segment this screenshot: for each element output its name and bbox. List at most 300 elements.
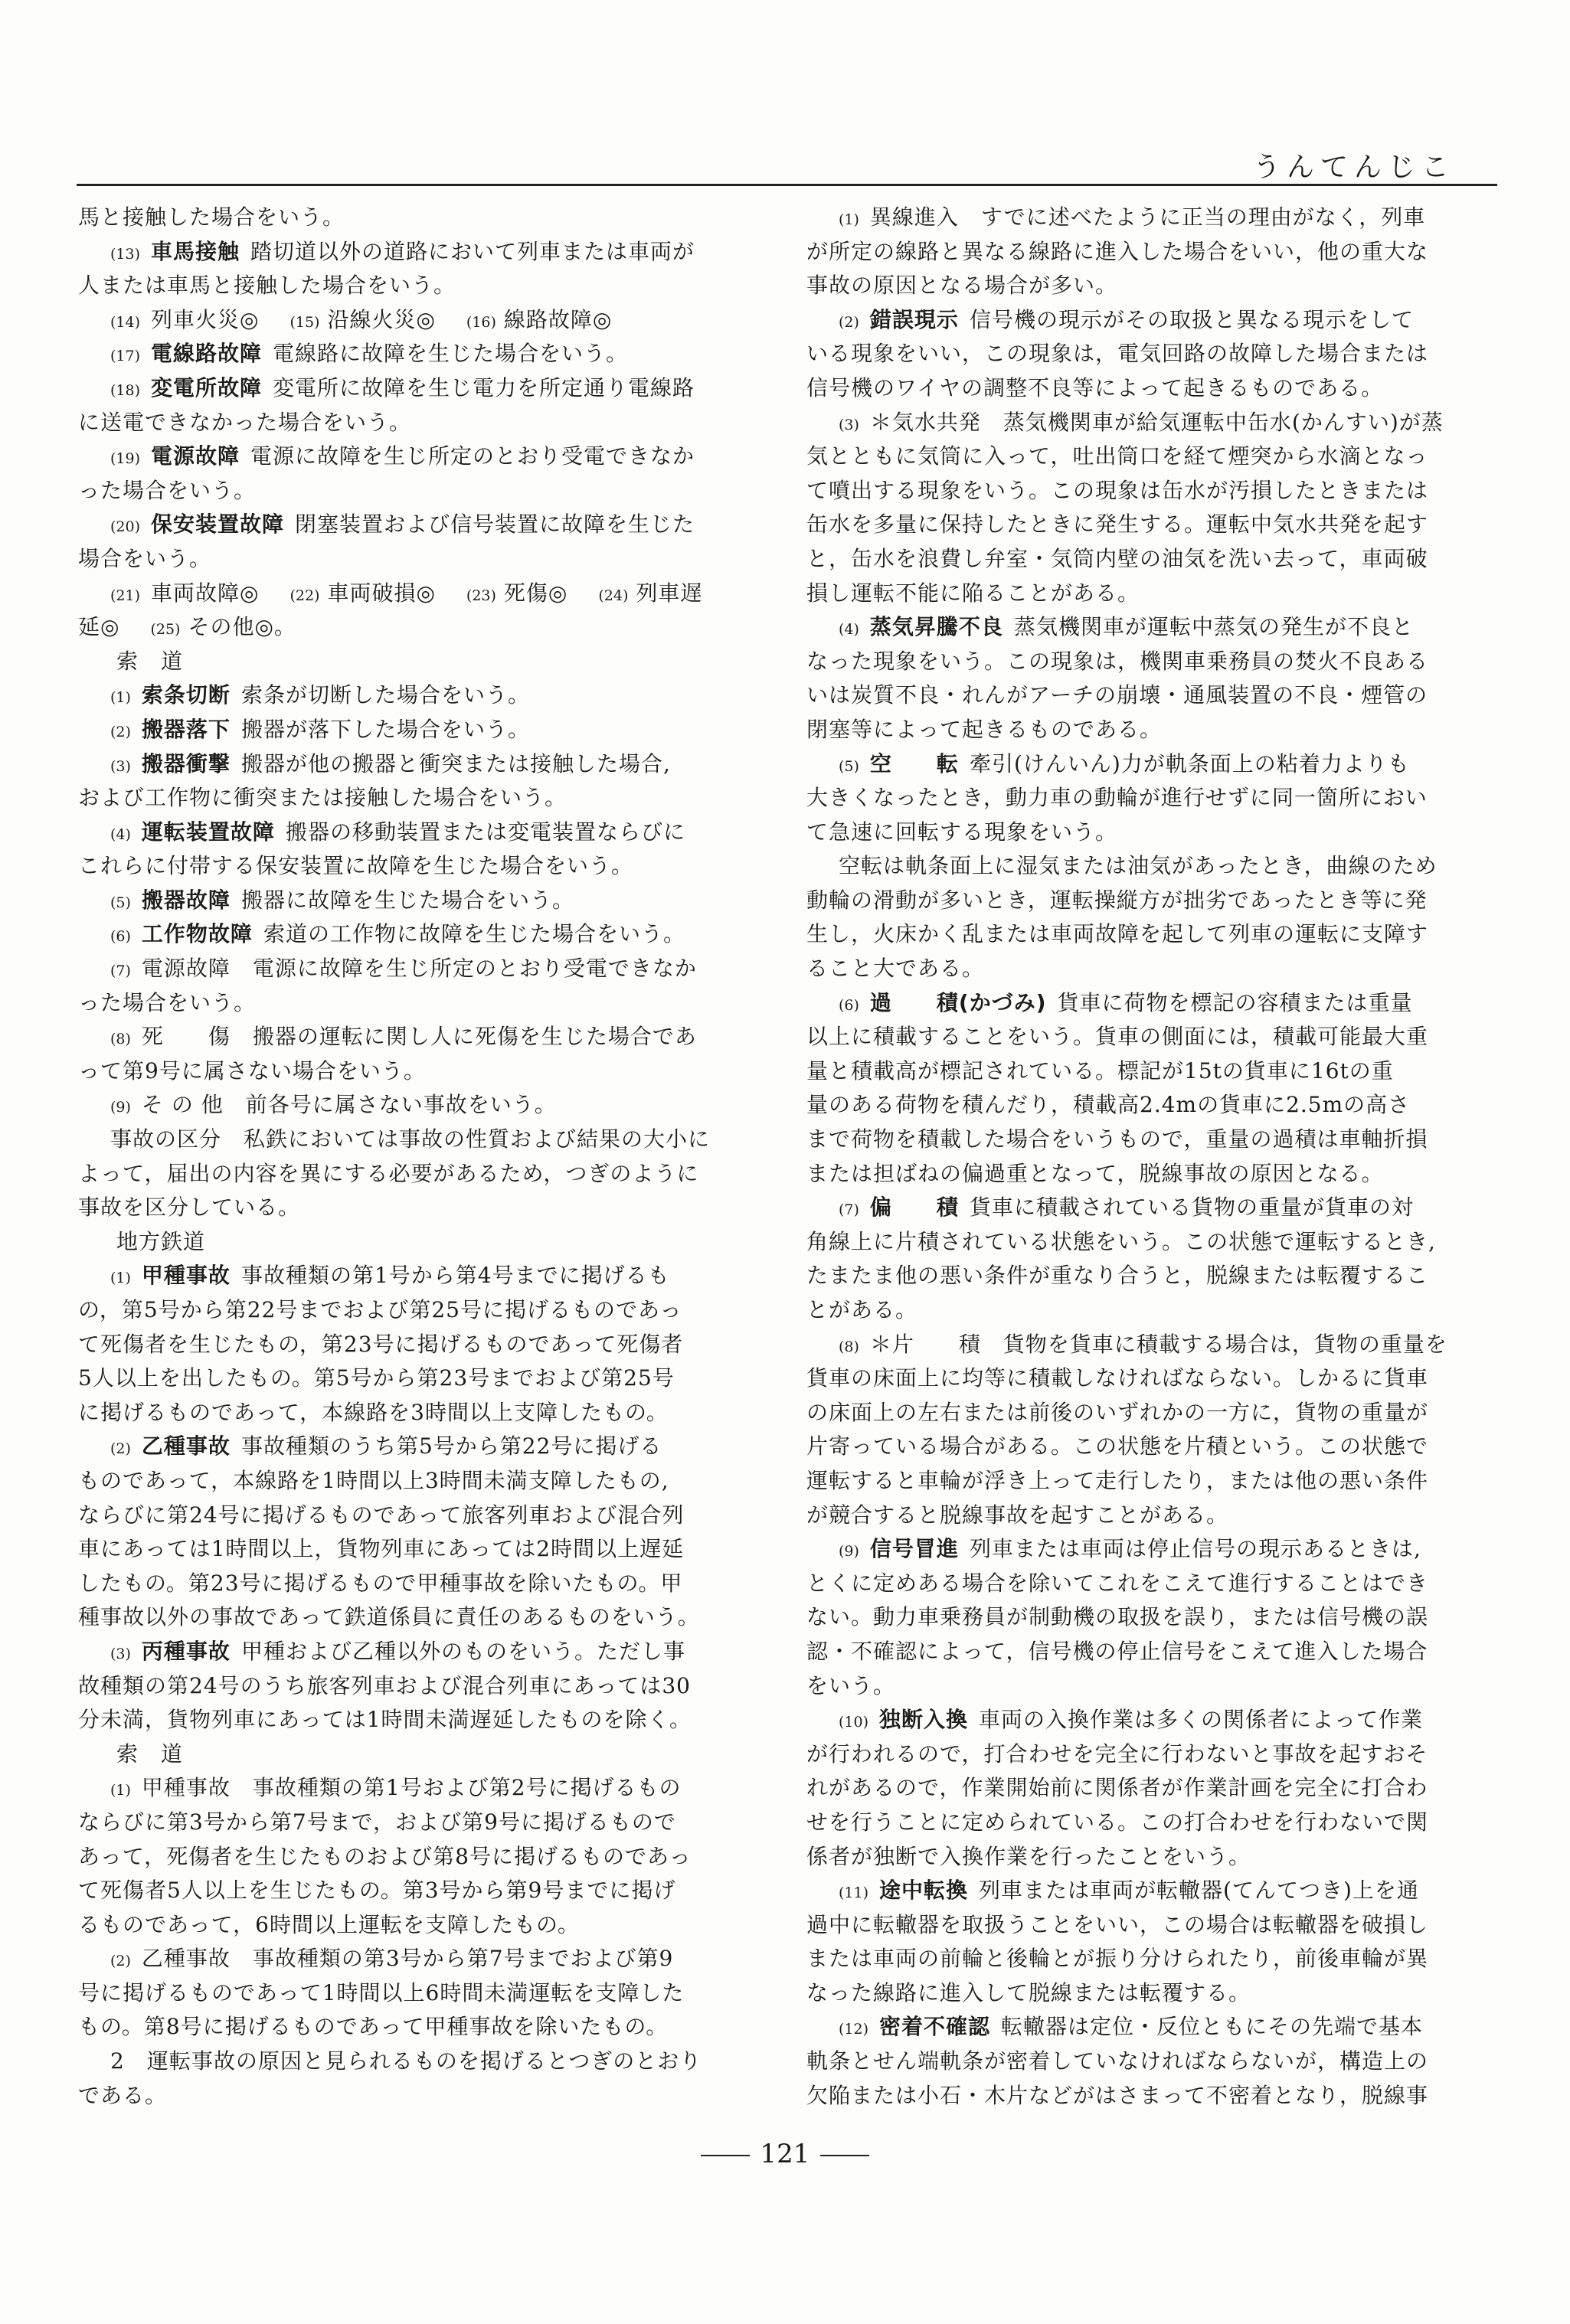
text-line [78, 1806, 771, 1840]
line-text: った場合をいう。 [78, 477, 257, 503]
line-text: の床面上の左右または前後のいずれかの一方に，貨物の重量が [806, 1399, 1429, 1425]
text-line [78, 1225, 771, 1260]
line-text: 地方鉄道 [116, 1228, 206, 1254]
item-number: (8) [110, 1031, 131, 1048]
text-line [78, 917, 771, 952]
text-line [806, 577, 1500, 611]
line-text: 車両破損◎ [327, 580, 436, 606]
line-text: 運転すると車輪が浮き上って走行したり，または他の悪い条件 [806, 1467, 1429, 1493]
entry-term: 索条切断 [141, 682, 231, 708]
line-text: 欠陥または小石・木片などがはさまって不密着となり，脱線事 [806, 2082, 1429, 2108]
line-text: 事故種類の第1号から第4号までに掲げるも [240, 1263, 670, 1289]
line-text: 搬器が落下した場合をいう。 [240, 716, 530, 742]
text-line [78, 1737, 771, 1772]
line-text: ＊片 積 貨物を貨車に積載する場合は，貨物の重量を [869, 1331, 1447, 1357]
line-text: 索道の工作物に故障を生じた場合をいう。 [263, 921, 685, 947]
line-text: に掲げるものであって，本線路を3時間以上支障したもの。 [78, 1399, 669, 1425]
text-line [78, 2079, 771, 2113]
text-line [806, 747, 1500, 782]
line-text: せを行うことに定められている。この打合わせを行わないで関 [806, 1809, 1429, 1835]
text-line [78, 1567, 771, 1601]
line-text: 生し，火床かく乱または車両故障を起して列車の運転に支障す [806, 921, 1429, 947]
text-line [806, 406, 1500, 440]
text-line [78, 781, 771, 816]
line-text: 電源故障 電源に故障を生じ所定のとおり受電できなか [141, 956, 697, 982]
text-line [78, 508, 771, 542]
text-line [806, 1430, 1500, 1464]
text-line [78, 1054, 771, 1089]
line-text: 信号機のワイヤの調整不良等によって起きるものである。 [806, 374, 1384, 400]
text-line [806, 542, 1500, 577]
line-text: ない。動力車乗務員が制動機の取扱を誤り，または信号機の誤 [806, 1604, 1429, 1630]
text-line [806, 1771, 1500, 1806]
text-line [78, 1088, 771, 1123]
text-line [78, 1976, 771, 2011]
entry-term: 車馬接触 [151, 238, 240, 264]
text-line [806, 508, 1500, 542]
line-text: 馬と接触した場合をいう。 [78, 204, 345, 230]
item-number: (15) [289, 313, 320, 331]
line-text: て死傷者5人以上を生じたもの。第3号から第9号までに掲げ [78, 1878, 676, 1904]
text-line [78, 1430, 771, 1464]
line-text: 以上に積載することをいう。貨車の側面には，積載可能最大重 [806, 1024, 1429, 1050]
text-line [78, 303, 771, 338]
line-text: 認・不確認によって，信号機の停止信号をこえて進入した場合 [806, 1638, 1428, 1664]
item-number: (5) [110, 894, 131, 911]
item-number: (20) [110, 518, 141, 536]
text-line [78, 816, 771, 850]
text-line [806, 1328, 1500, 1362]
line-text: 事故種類のうち第5号から第22号に掲げる [240, 1433, 662, 1459]
line-text: 事故の原因となる場合が多い。 [806, 273, 1118, 299]
line-text: もの。第8号に掲げるものであって甲種事故を除いたもの。 [78, 2014, 669, 2040]
line-text: 場合をいう。 [78, 545, 212, 571]
line-text: 事故の区分 私鉄においては事故の性質および結果の大小に [110, 1126, 711, 1152]
text-line [78, 884, 771, 918]
item-number: (6) [110, 928, 131, 946]
line-text: と，缶水を浪費し弁室・気筒内壁の油気を洗い去って，車両破 [806, 545, 1428, 571]
line-text: 人または車馬と接触した場合をいう。 [78, 273, 456, 299]
line-text: または車両の前輪と後輪とが振り分けられたり，前後車輪が異 [806, 1946, 1429, 1972]
text-line [806, 917, 1500, 952]
text-line [806, 303, 1500, 338]
text-line [78, 1191, 771, 1225]
line-text: いは炭質不良・れんがアーチの崩壊・通風装置の不良・煙管の [806, 682, 1428, 708]
item-number: (2) [110, 1953, 131, 1970]
entry-term: 蒸気昇騰不良 [869, 614, 1003, 640]
text-line [78, 1020, 771, 1054]
text-line [806, 2010, 1500, 2045]
running-header: うんてんじこ [1252, 152, 1455, 183]
right-column [806, 201, 1500, 2113]
text-line [806, 610, 1500, 645]
entry-term: 搬器衝撃 [141, 750, 231, 776]
text-line [806, 1225, 1500, 1260]
line-text: 死傷◎ [503, 580, 568, 606]
line-text: または担ばねの偏過重となって，脱線事故の原因となる。 [806, 1160, 1384, 1186]
page-number [0, 2139, 1570, 2169]
line-text: 軌条とせん端軌条が密着していなければならないが，構造上の [806, 2048, 1429, 2074]
text-line [806, 1499, 1500, 1533]
line-text: 係者が独断で入換作業を行ったことをいう。 [806, 1843, 1251, 1869]
text-line [806, 1567, 1500, 1601]
line-text: が競合すると脱線事故を起すことがある。 [806, 1502, 1229, 1528]
line-text: 角線上に片積されている状態をいう。この状態で運転するとき, [806, 1228, 1436, 1254]
text-line [806, 986, 1500, 1021]
line-text: が行われるので，打合わせを完全に行わないと事故を起すおそ [806, 1741, 1428, 1767]
text-line [806, 2079, 1500, 2113]
item-number: (7) [110, 963, 131, 980]
item-number: (13) [110, 245, 141, 263]
entry-term: 独断入換 [879, 1707, 969, 1733]
line-text: 故種類の第24号のうち旅客列車および混合列車にあっては30 [78, 1672, 691, 1698]
text-line [806, 2045, 1500, 2079]
entry-term: 偏 積 [869, 1195, 959, 1221]
item-number: (25) [150, 621, 181, 639]
line-text: たまたま他の悪い条件が重なり合うと，脱線または転覆するこ [806, 1263, 1429, 1289]
line-text: れがあるので，作業開始前に関係者が作業計画を完全に打合わ [806, 1775, 1428, 1801]
text-line [806, 849, 1500, 884]
line-text: まで荷物を積載した場合をいうもので，重量の過積は車軸折損 [806, 1126, 1428, 1152]
line-text: 索 道 [116, 1741, 184, 1767]
line-text: なった現象をいう。この現象は，機関車乗務員の焚火不良ある [806, 648, 1429, 674]
text-line [806, 1293, 1500, 1328]
text-line [78, 610, 771, 645]
text-line [806, 1157, 1500, 1191]
line-text: したもの。第23号に掲げるもので甲種事故を除いたもの。甲 [78, 1570, 683, 1596]
line-text: ること大である。 [806, 956, 985, 982]
text-line [78, 1499, 771, 1533]
text-line [806, 1361, 1500, 1396]
line-text: 量のある荷物を積んだり，積載高2.4mの貨車に2.5mの高さ [806, 1092, 1411, 1118]
line-text: いる現象をいい，この現象は，電気回路の故障した場合または [806, 341, 1429, 367]
text-line [806, 1123, 1500, 1157]
text-line [78, 1600, 771, 1635]
text-line [78, 1328, 771, 1362]
text-line [78, 1123, 771, 1157]
line-text: 事故を区分している。 [78, 1195, 301, 1221]
item-number: (4) [839, 621, 859, 639]
line-text: 列車または車両は停止信号の現示あるときは, [969, 1536, 1421, 1562]
item-number: (16) [466, 313, 496, 331]
line-text: 閉塞装置および信号装置に故障を生じた [295, 512, 695, 538]
line-text: 沿線火災◎ [327, 306, 436, 332]
line-text: 空転は軌条面上に湿気または油気があったとき，曲線のため [839, 853, 1438, 879]
item-number: (3) [839, 416, 859, 433]
item-number: (24) [598, 587, 629, 604]
item-number: (21) [110, 587, 141, 604]
entry-term: 保安装置故障 [151, 512, 285, 538]
item-number: (3) [110, 757, 131, 775]
line-text: 甲種事故 事故種類の第1号および第2号に掲げるもの [141, 1775, 682, 1801]
line-text: に送電できなかった場合をいう。 [78, 409, 412, 435]
text-line [806, 884, 1500, 918]
text-line [806, 781, 1500, 816]
text-line [78, 474, 771, 508]
entry-term: 電線路故障 [151, 341, 263, 367]
entry-term: 丙種事故 [141, 1638, 231, 1664]
item-number: (9) [839, 1543, 859, 1561]
text-line [78, 406, 771, 440]
text-line [806, 1942, 1500, 1976]
text-line [806, 440, 1500, 474]
text-line [806, 1396, 1500, 1430]
line-text: が所定の線路と異なる線路に進入した場合をいい，他の重大な [806, 238, 1429, 264]
line-text: 貨車に荷物を標記の容積または重量 [1057, 989, 1413, 1015]
text-line [806, 371, 1500, 406]
line-text: 2 運転事故の原因と見られるものを掲げるとつぎのとおり [110, 2048, 702, 2074]
line-text: なった線路に進入して脱線または転覆する。 [806, 1979, 1251, 2005]
text-line [806, 1054, 1500, 1089]
text-line [806, 713, 1500, 747]
text-line [806, 1532, 1500, 1567]
text-line [78, 1157, 771, 1191]
line-text: 車にあっては1時間以上，貨物列車にあっては2時間以上遅延 [78, 1536, 685, 1562]
item-number: (23) [466, 587, 496, 604]
text-line [78, 1259, 771, 1293]
text-line [78, 1635, 771, 1669]
text-line [78, 713, 771, 747]
line-text: 索条が切断した場合をいう。 [240, 682, 530, 708]
text-line [806, 1259, 1500, 1293]
text-line [78, 577, 771, 611]
line-text: 貨車の床面上に均等に積載しなければならない。しかるに貨車 [806, 1365, 1429, 1391]
line-text: あって，死傷者を生じたものおよび第8号に掲げるものであっ [78, 1843, 692, 1869]
line-text: 延◎ [78, 614, 120, 640]
item-number: (14) [110, 313, 141, 331]
item-number: (1) [110, 1270, 131, 1287]
text-line [78, 201, 771, 235]
line-text: 蒸気機関車が運転中蒸気の発生が不良と [1013, 614, 1414, 640]
entry-term: 空 転 [869, 750, 959, 776]
line-text: 5人以上を出したもの。第5号から第23号までおよび第25号 [78, 1365, 675, 1391]
item-number: (9) [110, 1099, 131, 1116]
item-number: (5) [839, 757, 859, 775]
line-text: 気とともに気筒に入って，吐出筒口を経て煙突から水滴となっ [806, 443, 1428, 469]
text-line [78, 1532, 771, 1567]
line-text: 大きくなったとき，動力車の動輪が進行せずに同一箇所におい [806, 785, 1428, 811]
text-line [78, 678, 771, 713]
line-text: て死傷者を生じたもの，第23号に掲げるものであって死傷者 [78, 1331, 684, 1357]
text-line [78, 1840, 771, 1875]
text-line [806, 1600, 1500, 1635]
item-number: (4) [110, 825, 131, 843]
item-number: (7) [839, 1201, 859, 1219]
page-number-text: 121 [760, 2139, 810, 2169]
line-text: 転轍器は定位・反位ともにその先端で基本 [1001, 2014, 1424, 2040]
text-line [78, 952, 771, 986]
line-text: 信号機の現示がその取扱と異なる現示をして [969, 306, 1414, 332]
item-number: (19) [110, 450, 141, 468]
line-text: 索 道 [116, 648, 184, 674]
text-line [806, 1464, 1500, 1499]
entry-term: 運転装置故障 [141, 819, 275, 845]
entry-term: 搬器落下 [141, 716, 231, 742]
line-text: った場合をいう。 [78, 989, 257, 1015]
text-line [78, 986, 771, 1021]
left-column [78, 201, 771, 2113]
text-line [78, 1669, 771, 1704]
entry-term: 甲種事故 [141, 1263, 231, 1289]
line-text: 電線路に故障を生じた場合をいう。 [273, 341, 629, 367]
entry-term: 搬器故障 [141, 887, 231, 913]
line-text: 乙種事故 事故種類の第3号から第7号までおよび第9 [141, 1946, 674, 1972]
line-text: るものであって，6時間以上運転を支障したもの。 [78, 1911, 580, 1937]
line-text: および工作物に衝突または接触した場合をいう。 [78, 785, 567, 811]
item-number: (2) [110, 1440, 131, 1458]
line-text: 動輪の滑動が多いとき，運転操縦方が拙劣であったとき等に発 [806, 887, 1428, 913]
entry-term: 途中転換 [879, 1878, 969, 1904]
item-number: (12) [839, 2021, 869, 2038]
line-text: 量と積載高が標記されている。標記が15tの貨車に16tの重 [806, 1057, 1394, 1084]
line-text: である。 [78, 2082, 168, 2108]
text-line [78, 1874, 771, 1908]
line-text: これらに付帯する保安装置に故障を生じた場合をいう。 [78, 853, 634, 879]
text-line [806, 235, 1500, 270]
line-text: 搬器が他の搬器と衝突または接触した場合, [240, 750, 671, 776]
line-text: て噴出する現象をいう。この現象は缶水が汚損したときまたは [806, 477, 1429, 503]
text-line [806, 337, 1500, 371]
text-line [806, 269, 1500, 303]
text-line [806, 474, 1500, 508]
folio-dash [820, 2155, 869, 2156]
text-line [78, 1703, 771, 1737]
line-text: 電源に故障を生じ所定のとおり受電できなか [250, 443, 695, 469]
entry-term: 密着不確認 [879, 2014, 991, 2040]
line-text: 損し運転不能に陥ることがある。 [806, 580, 1140, 606]
text-line [806, 1806, 1500, 1840]
line-text: 列車火災◎ [151, 306, 260, 332]
text-line [78, 645, 771, 679]
text-line [78, 747, 771, 782]
item-number: (1) [839, 211, 859, 228]
line-text: ならびに第3号から第7号まで，および第9号に掲げるもので [78, 1809, 676, 1835]
text-line [78, 269, 771, 303]
line-text: 列車遅 [636, 580, 703, 606]
text-line [78, 1361, 771, 1396]
text-line [806, 816, 1500, 850]
item-number: (6) [839, 996, 859, 1014]
line-text: 搬器に故障を生じた場合をいう。 [240, 887, 574, 913]
text-line [806, 1088, 1500, 1123]
line-text: 車両の入換作業は多くの関係者によって作業 [979, 1707, 1424, 1733]
item-number: (11) [839, 1884, 869, 1902]
text-line [78, 1771, 771, 1806]
text-line [78, 2045, 771, 2079]
text-line [78, 235, 771, 270]
text-line [806, 1703, 1500, 1737]
line-text: 線路故障◎ [503, 306, 613, 332]
line-text: 甲種および乙種以外のものをいう。ただし事 [240, 1638, 685, 1664]
item-number: (8) [839, 1338, 859, 1355]
line-text: 缶水を多量に保持したときに発生する。運転中気水共発を起す [806, 512, 1429, 538]
line-text: 車両故障◎ [151, 580, 260, 606]
line-text: ものであって，本線路を1時間以上3時間未満支障したもの, [78, 1467, 669, 1493]
text-line [806, 1635, 1500, 1669]
text-line [806, 1908, 1500, 1943]
text-line [78, 1293, 771, 1328]
item-number: (22) [289, 587, 320, 604]
line-text: 異線進入 すでに述べたように正当の理由がなく，列車 [869, 204, 1426, 230]
text-line [806, 1191, 1500, 1225]
item-number: (1) [110, 1782, 131, 1799]
line-text: よって，届出の内容を異にする必要があるため，つぎのように [78, 1160, 699, 1186]
item-number: (10) [839, 1714, 869, 1731]
entry-term: 電源故障 [151, 443, 240, 469]
item-number: (17) [110, 348, 141, 365]
text-line [806, 678, 1500, 713]
line-text: て急速に回転する現象をいう。 [806, 819, 1118, 845]
text-line [78, 2010, 771, 2045]
text-line [78, 1908, 771, 1943]
line-text: 種事故以外の事故であって鉄道係員に責任のあるものをいう。 [78, 1604, 700, 1630]
entry-term: 工作物故障 [141, 921, 253, 947]
text-line [78, 1464, 771, 1499]
text-line [78, 337, 771, 371]
line-text: 列車または車両が転轍器(てんてつき)上を通 [979, 1878, 1419, 1904]
text-line [806, 1874, 1500, 1908]
line-text: 片寄っている場合がある。この状態を片積という。この状態で [806, 1433, 1429, 1459]
text-line [78, 849, 771, 884]
line-text: 号に掲げるものであって1時間以上6時間未満運転を支障した [78, 1979, 685, 2005]
text-line [806, 1737, 1500, 1772]
text-line [78, 542, 771, 577]
entry-term: 錯誤現示 [869, 306, 959, 332]
line-text: 牽引(けんいん)力が軌条面上の粘着力よりも [969, 750, 1410, 776]
text-line [78, 440, 771, 474]
line-text: 分未満，貨物列車にあっては1時間未満遅延したものを除く。 [78, 1707, 692, 1733]
text-line [806, 952, 1500, 986]
entry-term: 過 積(かづみ) [869, 989, 1047, 1015]
item-number: (1) [110, 689, 131, 707]
line-text: 閉塞等によって起きるものである。 [806, 716, 1163, 742]
line-text: 踏切道以外の道路において列車または車両が [250, 238, 695, 264]
item-number: (2) [839, 313, 859, 331]
folio-dash [701, 2155, 750, 2156]
text-line [78, 1942, 771, 1976]
text-line [806, 1976, 1500, 2011]
text-line [806, 1020, 1500, 1054]
header-rule [77, 184, 1497, 186]
line-text: ＊気水共発 蒸気機関車が給気運転中缶水(かんすい)が蒸 [869, 409, 1444, 435]
line-text: その他◎。 [188, 614, 296, 640]
entry-term: 信号冒進 [869, 1536, 959, 1562]
item-number: (18) [110, 381, 141, 399]
line-text: そ の 他 前各号に属さない事故をいう。 [141, 1092, 557, 1118]
line-text: の，第5号から第22号までおよび第25号に掲げるものであっ [78, 1297, 682, 1322]
item-number: (2) [110, 723, 131, 740]
line-text: をいう。 [806, 1672, 896, 1698]
entry-term: 変電所故障 [151, 374, 263, 400]
text-line [78, 371, 771, 406]
text-line [78, 1396, 771, 1430]
item-number: (3) [110, 1645, 131, 1662]
line-text: 死 傷 搬器の運転に関し人に死傷を生じた場合であ [141, 1024, 697, 1050]
line-text: 変電所に故障を生じ電力を所定通り電線路 [273, 374, 695, 400]
line-text: とがある。 [806, 1297, 918, 1322]
entry-term: 乙種事故 [141, 1433, 231, 1459]
line-text: 搬器の移動装置または変電装置ならびに [285, 819, 685, 845]
line-text: 貨車に積載されている貨物の重量が貨車の対 [969, 1195, 1414, 1221]
line-text: とくに定めある場合を除いてこれをこえて進行することはでき [806, 1570, 1429, 1596]
line-text: って第9号に属さない場合をいう。 [78, 1057, 426, 1084]
text-line [806, 645, 1500, 679]
text-line [806, 1840, 1500, 1875]
line-text: ならびに第24号に掲げるものであって旅客列車および混合列 [78, 1502, 685, 1528]
line-text: 過中に転轍器を取扱うことをいい，この場合は転轍器を破損し [806, 1911, 1429, 1937]
text-line [806, 201, 1500, 235]
text-line [806, 1669, 1500, 1704]
